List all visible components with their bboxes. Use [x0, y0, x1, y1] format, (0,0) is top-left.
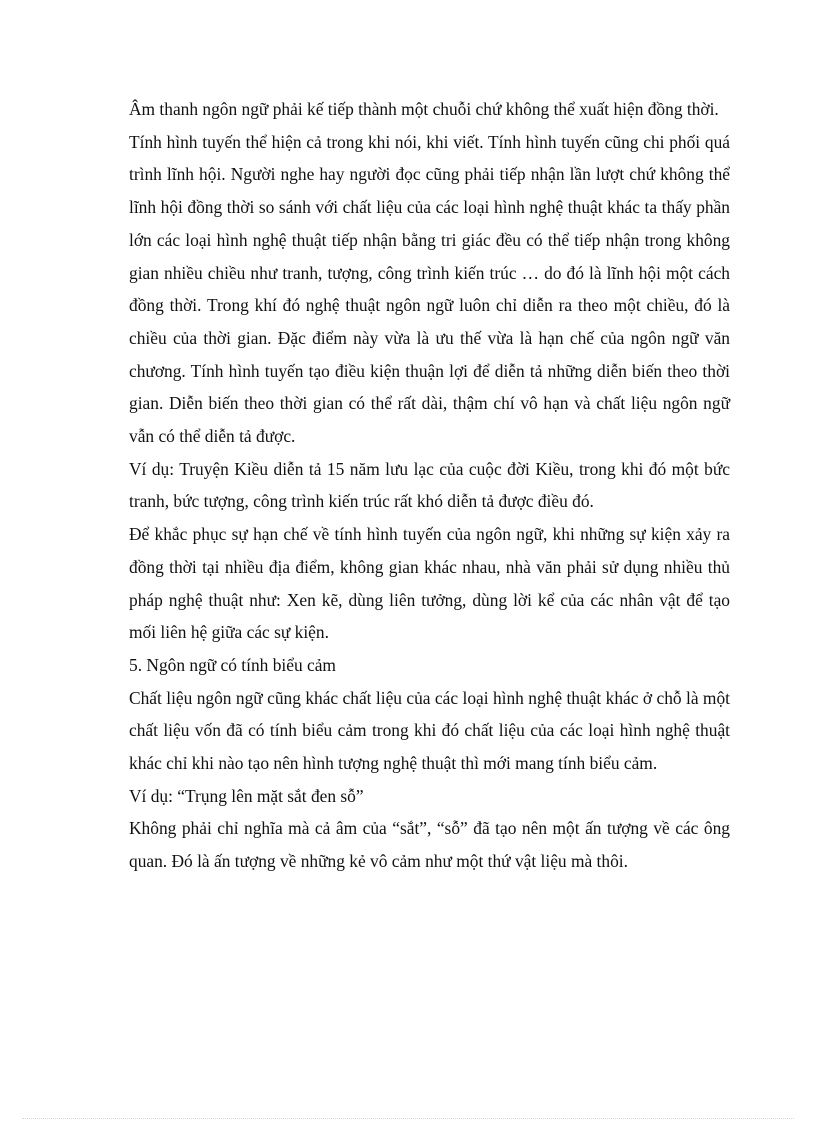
paragraph-example-quote: Ví dụ: “Trụng lên mặt sắt đen sỗ”	[129, 785, 364, 806]
paragraph-linearity: Tính hình tuyến thể hiện cả trong khi nói, khi viết. Tính hình tuyến cũng chi phối quá trình lĩnh hội. Người nghe hay người đọc cũng phải tiếp nhận lần lượt chứ không thể lĩnh hội đồng thời so sánh với chất liệu của các loại hình nghệ thuật khác ta thấy phần lớn các loại hình nghệ thuật tiếp nhận bằng tri giác đều có thể tiếp nhận trong không gian nhiều chiều như tranh, tượng, công trình kiến trúc … do đó là lĩnh hội một cách đồng thời. Trong khí đó nghệ thuật ngôn ngữ luôn chỉ diễn ra theo một chiều, đó là chiều của thời gian. Đặc điểm này vừa là ưu thế vừa là hạn chế của ngôn ngữ văn chương. Tính hình tuyến tạo điều kiện thuận lợi để diễn tả những diễn biến theo thời gian. Diễn biến theo thời gian có thể rất dài, thậm chí vô hạn và chất liệu ngôn ngữ vẫn có thể diễn tả được.	[129, 131, 730, 447]
page-footer-divider	[22, 1118, 794, 1119]
section-heading: 5. Ngôn ngữ có tính biểu cảm	[129, 654, 336, 675]
paragraph-quote-analysis: Không phải chỉ nghĩa mà cả âm của “sắt”, “sỗ” đã tạo nên một ấn tượng về các ông quan. Đó là ấn tượng về những kẻ vô cảm như một thứ vật liệu mà thôi.	[129, 818, 730, 872]
paragraph-example-kieu: Ví dụ: Truyện Kiều diễn tả 15 năm lưu lạc của cuộc đời Kiều, trong khi đó một bức tranh, bức tượng, công trình kiến trúc rất khó diễn tả được điều đó.	[129, 458, 730, 512]
page-content	[129, 93, 730, 878]
paragraph-expressiveness: Chất liệu ngôn ngữ cũng khác chất liệu của các loại hình nghệ thuật khác ở chỗ là một chất liệu vốn đã có tính biểu cảm trong khi đó chất liệu của các loại hình nghệ thuật khác chỉ khi nào tạo nên hình tượng nghệ thuật thì mới mang tính biểu cảm.	[129, 687, 730, 774]
paragraph-sound-sequence: Âm thanh ngôn ngữ phải kế tiếp thành một chuỗi chứ không thể xuất hiện đồng thời.	[129, 99, 719, 119]
paragraph-overcoming-limits: Để khắc phục sự hạn chế về tính hình tuyến của ngôn ngữ, khi những sự kiện xảy ra đồng thời tại nhiều địa điểm, không gian khác nhau, nhà văn phải sử dụng nhiều thủ pháp nghệ thuật như: Xen kẽ, dùng liên tưởng, dùng lời kể của các nhân vật để tạo mối liên hệ giữa các sự kiện.	[129, 524, 730, 643]
